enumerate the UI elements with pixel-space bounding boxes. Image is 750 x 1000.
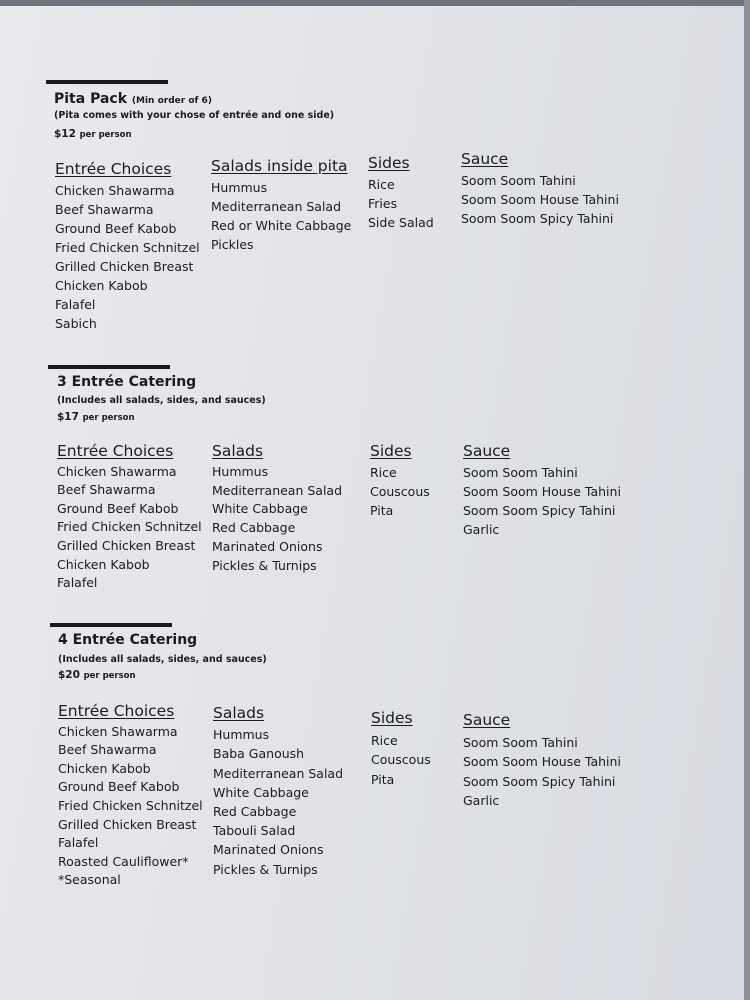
price-unit: per person	[82, 413, 135, 423]
menu-item: Pita	[371, 771, 395, 787]
menu-item: Beef Shawarma	[57, 482, 156, 498]
menu-item: Falafel	[58, 835, 99, 851]
section-price	[54, 128, 132, 140]
page-top-shadow	[0, 0, 750, 6]
menu-item: Chicken Shawarma	[55, 183, 175, 198]
menu-item: Garlic	[463, 522, 500, 537]
page-edge	[744, 0, 750, 1000]
sides-column	[368, 154, 434, 232]
menu-item: Fries	[368, 196, 398, 211]
sauce-column	[463, 711, 621, 811]
price-value: $12	[54, 128, 76, 140]
menu-item: Ground Beef Kabob	[58, 779, 180, 795]
menu-item: Chicken Kabob	[55, 278, 148, 293]
menu-item: Red Cabbage	[213, 804, 297, 820]
menu-item: Chicken Kabob	[58, 760, 151, 776]
sides-column	[370, 442, 430, 520]
menu-item: Fried Chicken Schnitzel	[55, 240, 200, 255]
column-heading: Sides	[368, 154, 410, 172]
section-title-text: Pita Pack	[54, 91, 128, 107]
section-title-note: (Min order of 6)	[131, 96, 212, 106]
menu-item: White Cabbage	[213, 784, 309, 800]
column-heading: Entrée Choices	[57, 442, 174, 460]
menu-item: Soom Soom Tahini	[463, 734, 578, 750]
section-title: 3 Entrée Catering	[57, 374, 197, 390]
menu-item: Pickles	[211, 237, 254, 252]
menu-item: Rice	[368, 177, 395, 192]
menu-item: Beef Shawarma	[55, 202, 154, 217]
menu-item: Couscous	[371, 752, 431, 767]
menu-item: Falafel	[55, 297, 96, 312]
menu-item: Fried Chicken Schnitzel	[57, 519, 202, 535]
menu-item: Baba Ganoush	[213, 746, 305, 762]
menu-item: Chicken Shawarma	[58, 723, 178, 739]
menu-item: Marinated Onions	[212, 538, 323, 554]
menu-item: Ground Beef Kabob	[55, 221, 177, 236]
menu-item: Soom Soom House Tahini	[461, 192, 619, 207]
column-heading: Entrée Choices	[55, 160, 172, 178]
menu-item: Roasted Cauliflower*	[58, 853, 189, 869]
section-rule	[50, 623, 172, 627]
menu-item: Grilled Chicken Breast	[58, 816, 197, 832]
menu-item: Chicken Shawarma	[57, 463, 177, 479]
menu-item: Grilled Chicken Breast	[55, 259, 194, 274]
section-subtitle: (Includes all salads, sides, and sauces)	[58, 654, 267, 665]
column-heading: Salads inside pita	[211, 157, 348, 175]
menu-item: Hummus	[213, 727, 270, 743]
seasonal-note: *Seasonal	[58, 872, 121, 888]
menu-item: Hummus	[212, 463, 269, 479]
menu-item: Soom Soom Spicy Tahini	[461, 211, 614, 226]
menu-item: Mediterranean Salad	[212, 482, 343, 498]
menu-item: Red or White Cabbage	[211, 218, 352, 233]
menu-item: Grilled Chicken Breast	[57, 537, 196, 553]
entree-column	[55, 160, 200, 333]
menu-item: Red Cabbage	[212, 520, 296, 536]
menu-item: Rice	[371, 732, 398, 748]
entree-column	[57, 442, 202, 593]
menu-item: Soom Soom Spicy Tahini	[463, 503, 616, 518]
sauce-column	[463, 442, 621, 539]
menu-item: Fried Chicken Schnitzel	[58, 797, 203, 813]
price-value: $20	[58, 669, 80, 681]
menu-item: Soom Soom House Tahini	[463, 484, 621, 499]
menu-item: Soom Soom Spicy Tahini	[463, 773, 616, 789]
salads-column	[213, 704, 343, 879]
column-heading: Sides	[370, 442, 412, 460]
entree-column	[58, 702, 203, 890]
menu-item: Falafel	[57, 575, 98, 591]
price-unit: per person	[79, 130, 132, 140]
menu-item: Pickles & Turnips	[213, 861, 318, 877]
menu-item: Soom Soom House Tahini	[463, 754, 621, 769]
sauce-column	[461, 150, 619, 228]
menu-item: Marinated Onions	[213, 842, 324, 858]
menu-item: Side Salad	[368, 215, 434, 230]
menu-item: Chicken Kabob	[57, 556, 150, 572]
menu-item: Sabich	[55, 316, 97, 331]
menu-item: Ground Beef Kabob	[57, 500, 179, 516]
section-title: 4 Entrée Catering	[58, 632, 198, 648]
menu-item: Tabouli Salad	[213, 823, 296, 839]
menu-item: Soom Soom Tahini	[463, 465, 578, 480]
menu-item: Pita	[370, 503, 394, 518]
menu-item: Couscous	[370, 484, 430, 499]
menu-item: Garlic	[463, 793, 500, 808]
sides-column	[371, 709, 431, 789]
salads-column	[211, 157, 351, 254]
section-rule	[48, 365, 170, 369]
section-title	[54, 91, 212, 107]
menu-item: Hummus	[211, 180, 268, 195]
menu-item: Pickles & Turnips	[212, 557, 317, 573]
salads-column	[212, 442, 342, 576]
section-subtitle: (Includes all salads, sides, and sauces)	[57, 395, 266, 406]
price-value: $17	[57, 411, 79, 423]
menu-item: Beef Shawarma	[58, 742, 157, 758]
column-heading: Sauce	[461, 150, 509, 168]
menu-item: White Cabbage	[212, 501, 308, 517]
column-heading: Salads	[213, 704, 265, 722]
price-unit: per person	[83, 671, 136, 681]
section-rule	[46, 80, 168, 84]
column-heading: Sides	[371, 709, 413, 727]
menu-item: Rice	[370, 465, 397, 480]
section-price	[58, 669, 136, 681]
column-heading: Sauce	[463, 711, 511, 729]
column-heading: Entrée Choices	[58, 702, 175, 720]
menu-item: Mediterranean Salad	[213, 765, 344, 781]
section-subtitle: (Pita comes with your chose of entrée and one side)	[54, 110, 335, 121]
section-price	[57, 411, 135, 423]
column-heading: Sauce	[463, 442, 511, 460]
column-heading: Salads	[212, 442, 264, 460]
menu-item: Mediterranean Salad	[211, 199, 342, 214]
menu-item: Soom Soom Tahini	[461, 173, 576, 188]
